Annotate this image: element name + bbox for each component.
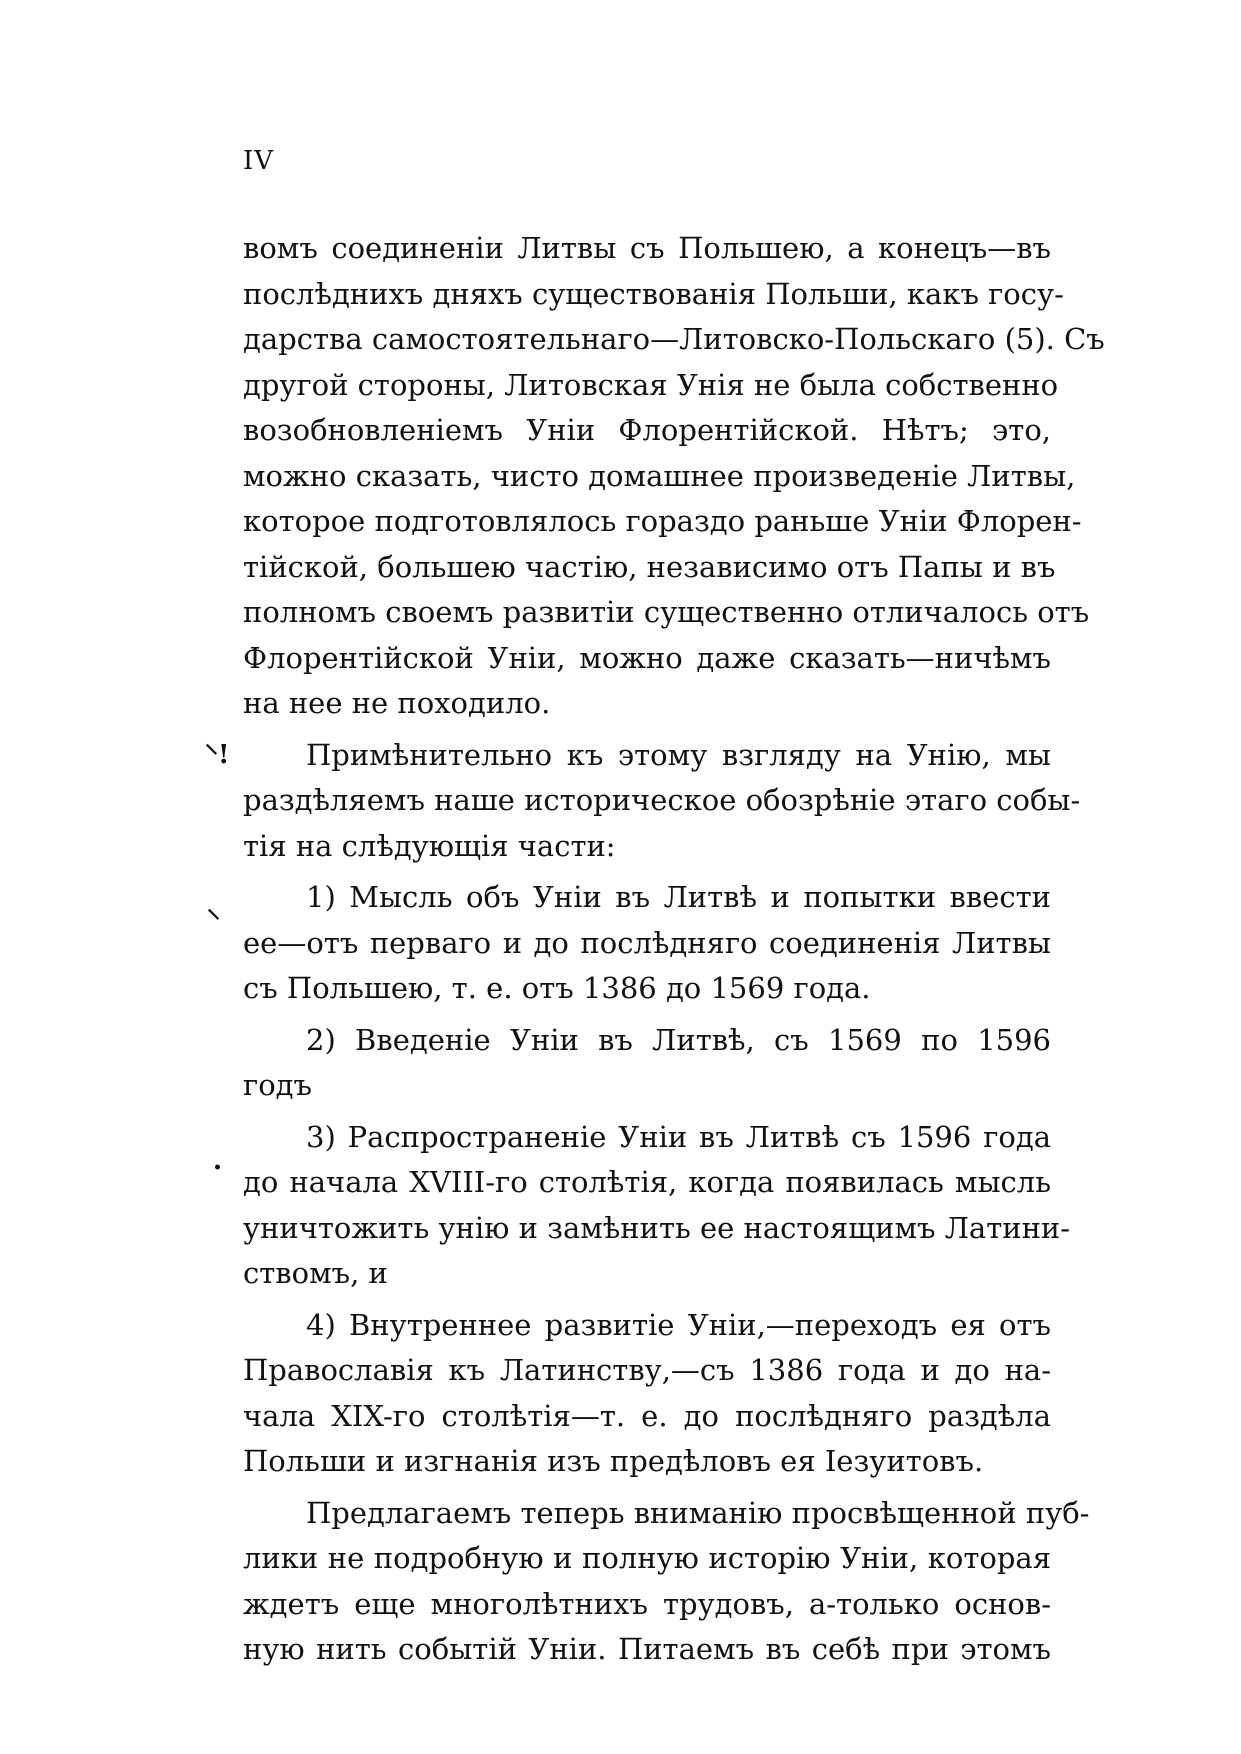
text-line: уничтожить унiю и замѣнить ее настоящимъ Латини- bbox=[243, 1210, 1071, 1245]
text-line: Православiя къ Латинству,—съ 1386 года и до на- bbox=[243, 1353, 1051, 1387]
page-number: IV bbox=[243, 146, 275, 176]
text-line: тiйской, большею частiю, независимо отъ Папы и въ bbox=[243, 549, 1056, 584]
margin-annotation-mark: ⸌ bbox=[207, 905, 221, 935]
text-line: 4) Внутреннее развитiе Унiи,—переходъ ея отъ bbox=[306, 1307, 1051, 1342]
text-line: которое подготовлялось гораздо раньше Унiи Флорен- bbox=[243, 504, 1082, 538]
text-line: на нее не походило. bbox=[243, 686, 551, 720]
text-line: Примѣнительно къ этому взгляду на Унiю, мы bbox=[306, 737, 1051, 772]
text-line: 3) Распространенiе Унiи въ Литвѣ съ 1596 года bbox=[306, 1119, 1051, 1154]
text-line: чала XIX-го столѣтiя—т. е. до послѣдняго раздѣла bbox=[243, 1398, 1051, 1433]
text-line: возобновленiемъ Унiи Флорентiйской. Нѣтъ; это, bbox=[243, 413, 1051, 447]
text-line: ствомъ, и bbox=[243, 1256, 388, 1290]
text-line: ее—отъ перваго и до послѣдняго соединенiя Литвы bbox=[243, 925, 1051, 960]
text-line: дарства самостоятельнаго—Литовско-Польскаго (5). Съ bbox=[243, 322, 1105, 356]
text-line: ждетъ еще многолѣтнихъ трудовъ, а-только основ- bbox=[243, 1586, 1051, 1621]
text-line: можно сказать, чисто домашнее произведенiе Литвы, bbox=[243, 458, 1076, 493]
text-line: Польши и изгнанiя изъ предѣловъ ея Iезуитовъ. bbox=[243, 1444, 984, 1478]
text-line: ную нить событiй Унiи. Питаемъ въ себѣ при этомъ bbox=[243, 1632, 1051, 1666]
text-line: другой стороны, Литовская Унiя не была собственно bbox=[243, 367, 1059, 402]
text-line: 2) Введенiе Унiи въ Литвѣ, съ 1569 по 1596 bbox=[306, 1022, 1051, 1057]
text-line: Предлагаемъ теперь вниманiю просвѣщенной пуб- bbox=[306, 1495, 1090, 1530]
body-text bbox=[243, 226, 1105, 1673]
margin-annotation-mark: ⸌! bbox=[205, 740, 230, 770]
margin-annotation-mark: • bbox=[213, 1160, 222, 1176]
text-line: раздѣляемъ наше историческое обозрѣнiе этаго собы- bbox=[243, 783, 1081, 817]
text-line: 1) Мысль объ Унiи въ Литвѣ и попытки ввести bbox=[306, 880, 1051, 914]
text-line: вомъ соединенiи Литвы съ Польшею, а конецъ—въ bbox=[243, 231, 1051, 265]
text-line: годъ bbox=[243, 1068, 312, 1102]
text-line: до начала XVIII-го столѣтiя, когда появилась мысль bbox=[243, 1165, 1051, 1199]
text-line: тiя на слѣдующiя части: bbox=[243, 828, 616, 863]
text-line: полномъ своемъ развитiи существенно отличалось отъ bbox=[243, 595, 1090, 629]
text-line: послѣднихъ дняхъ существованiя Польши, какъ госу- bbox=[243, 276, 1064, 311]
text-line: съ Польшею, т. е. отъ 1386 до 1569 года. bbox=[243, 971, 871, 1005]
text-line: Флорентiйской Унiи, можно даже сказать—ничѣмъ bbox=[243, 640, 1051, 675]
text-line: лики не подробную и полную исторiю Унiи, которая bbox=[243, 1541, 1051, 1575]
